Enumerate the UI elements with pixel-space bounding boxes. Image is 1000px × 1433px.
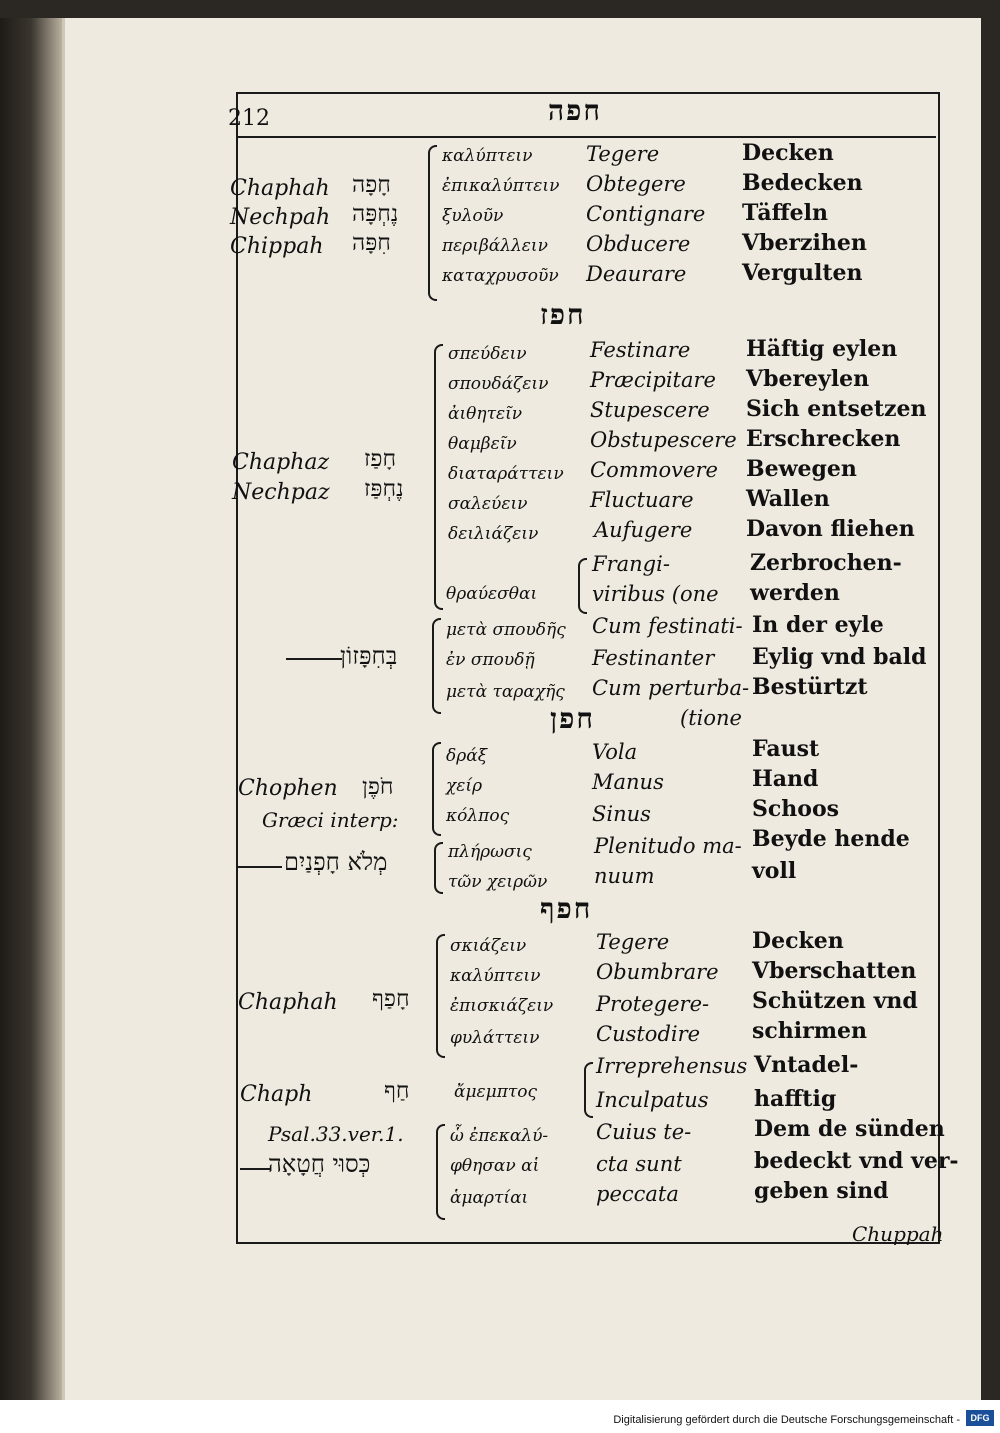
hebrew-word: חָפָה bbox=[352, 172, 391, 198]
greek-term: πλήρωσις bbox=[448, 842, 532, 862]
line-continuation: (tione bbox=[680, 706, 742, 730]
brace bbox=[428, 145, 437, 301]
page-number: 212 bbox=[228, 106, 270, 131]
header-hebrew: חפה bbox=[548, 94, 602, 127]
german-term: Vberzihen bbox=[742, 230, 867, 256]
hebrew-word: חֹפֶן bbox=[362, 774, 394, 800]
german-term: Bedecken bbox=[742, 170, 863, 196]
german-term: Davon fliehen bbox=[746, 516, 915, 542]
greek-term: καταχρυσοῦν bbox=[442, 266, 559, 286]
german-term: Vberschatten bbox=[752, 958, 917, 984]
brace bbox=[578, 558, 587, 614]
german-term: Täffeln bbox=[742, 200, 829, 226]
greek-interpreters-note: Græci interp: bbox=[262, 808, 399, 832]
german-term: Schützen vnd bbox=[752, 988, 918, 1014]
german-term: Hand bbox=[752, 766, 819, 792]
greek-term: δειλιάζειν bbox=[448, 524, 539, 544]
book-gutter bbox=[0, 18, 62, 1400]
german-term: Häftig eylen bbox=[746, 336, 898, 362]
latin-term: Vola bbox=[592, 740, 638, 764]
greek-term: ἐπισκιάζειν bbox=[450, 996, 554, 1016]
latin-term: Protegere- bbox=[596, 992, 710, 1016]
german-term: schirmen bbox=[752, 1018, 867, 1044]
latin-term: Tegere bbox=[586, 142, 660, 166]
section-heading-hebrew: חפז bbox=[540, 298, 586, 331]
german-term: Faust bbox=[752, 736, 820, 762]
name-chaphaz: Chaphaz bbox=[232, 450, 330, 475]
psalm-reference: Psal.33.ver.1. bbox=[268, 1122, 404, 1146]
dfg-logo: DFG bbox=[966, 1410, 994, 1426]
latin-term: Stupescere bbox=[590, 398, 710, 422]
greek-term: φθησαν αἱ bbox=[450, 1156, 540, 1176]
hebrew-word: נֶחְפָּה bbox=[352, 201, 399, 227]
dash-rule bbox=[236, 866, 282, 868]
dash-rule bbox=[240, 1168, 270, 1170]
german-term: werden bbox=[750, 580, 840, 606]
section-heading-hebrew: חפן bbox=[550, 702, 595, 735]
brace bbox=[436, 1124, 445, 1220]
latin-term: Deaurare bbox=[586, 262, 687, 286]
latin-term: Custodire bbox=[596, 1022, 701, 1046]
brace bbox=[434, 344, 443, 610]
greek-term: κόλπος bbox=[446, 806, 510, 826]
name-chaphah: Chaphah bbox=[230, 176, 330, 201]
latin-term: Festinare bbox=[590, 338, 691, 362]
greek-term: διαταράττειν bbox=[448, 464, 564, 484]
brace bbox=[434, 842, 443, 894]
german-term: Decken bbox=[752, 928, 844, 954]
brace bbox=[432, 618, 441, 714]
german-term: Bewegen bbox=[746, 456, 857, 482]
latin-term: Cuius te- bbox=[596, 1120, 692, 1144]
greek-term: ἀιθητεῖν bbox=[448, 404, 523, 424]
greek-term: θαμβεῖν bbox=[448, 434, 517, 454]
latin-term: Cum perturba- bbox=[592, 676, 750, 700]
greek-term: ἁμαρτίαι bbox=[450, 1188, 529, 1208]
greek-term: ἐπικαλύπτειν bbox=[442, 176, 560, 196]
greek-term: φυλάττειν bbox=[450, 1028, 540, 1048]
german-term: Wallen bbox=[746, 486, 830, 512]
hebrew-phrase: מְלֹא חָפְנַיִם bbox=[284, 848, 388, 876]
name-chaphah: Chaphah bbox=[238, 990, 338, 1015]
german-term: geben sind bbox=[754, 1178, 889, 1204]
greek-term: ἄμεμπτος bbox=[454, 1082, 538, 1102]
section-heading-hebrew: חפף bbox=[540, 892, 593, 925]
name-nechpaz: Nechpaz bbox=[232, 480, 330, 505]
footer-credit: Digitalisierung gefördert durch die Deutsche Forschungsgemeinschaft - bbox=[613, 1414, 960, 1426]
hebrew-phrase: כְּסוּי חֲטָאָה bbox=[268, 1150, 371, 1178]
german-term: Beyde hende bbox=[752, 826, 910, 852]
latin-term: Sinus bbox=[592, 802, 651, 826]
german-term: In der eyle bbox=[752, 612, 884, 638]
german-term: Dem de sünden bbox=[754, 1116, 945, 1142]
latin-term: Frangi- bbox=[592, 552, 670, 576]
latin-term: Cum festinati- bbox=[592, 614, 743, 638]
hebrew-word: חִפָּה bbox=[352, 230, 391, 256]
latin-term: Manus bbox=[592, 770, 664, 794]
latin-term: Contignare bbox=[586, 202, 706, 226]
latin-term: Aufugere bbox=[594, 518, 693, 542]
header-rule bbox=[236, 136, 936, 138]
german-term: Vntadel- bbox=[754, 1052, 859, 1078]
german-term: Vbereylen bbox=[746, 366, 870, 392]
latin-term: Obtegere bbox=[586, 172, 686, 196]
greek-term: σκιάζειν bbox=[450, 936, 527, 956]
german-term: voll bbox=[752, 858, 797, 884]
hebrew-word: חַף bbox=[384, 1078, 410, 1104]
german-term: Zerbrochen- bbox=[750, 550, 902, 576]
german-term: Sich entsetzen bbox=[746, 396, 927, 422]
brace bbox=[432, 742, 441, 836]
name-nechpah: Nechpah bbox=[230, 205, 331, 230]
catchword: Chuppah bbox=[852, 1222, 944, 1246]
greek-term: σπουδάζειν bbox=[448, 374, 549, 394]
german-term: Eylig vnd bald bbox=[752, 644, 927, 670]
latin-term: cta sunt bbox=[596, 1152, 682, 1176]
german-term: Erschrecken bbox=[746, 426, 901, 452]
latin-term: Obumbrare bbox=[596, 960, 719, 984]
latin-term: Obstupescere bbox=[590, 428, 737, 452]
brace bbox=[436, 934, 445, 1058]
greek-term: ξυλοῦν bbox=[442, 206, 504, 226]
greek-term: καλύπτειν bbox=[450, 966, 541, 986]
german-term: Decken bbox=[742, 140, 834, 166]
latin-term: Festinanter bbox=[592, 646, 715, 670]
latin-term: Plenitudo ma- bbox=[594, 834, 742, 858]
latin-term: Tegere bbox=[596, 930, 670, 954]
latin-term: Irreprehensus bbox=[596, 1054, 748, 1078]
german-term: bedeckt vnd ver- bbox=[754, 1148, 959, 1174]
german-term: hafftig bbox=[754, 1086, 837, 1112]
greek-term: σαλεύειν bbox=[448, 494, 528, 514]
name-chaph: Chaph bbox=[240, 1082, 313, 1107]
name-chophen: Chophen bbox=[238, 776, 338, 801]
greek-term: περιβάλλειν bbox=[442, 236, 548, 256]
hebrew-word: חָפַז bbox=[364, 446, 397, 472]
brace bbox=[584, 1062, 593, 1118]
name-chippah: Chippah bbox=[230, 234, 324, 259]
latin-term: peccata bbox=[596, 1182, 679, 1206]
latin-term: Obducere bbox=[586, 232, 691, 256]
dash-rule bbox=[286, 658, 342, 660]
latin-term: viribus (one bbox=[592, 582, 719, 606]
greek-term: τῶν χειρῶν bbox=[448, 872, 548, 892]
greek-term: σπεύδειν bbox=[448, 344, 527, 364]
german-term: Schoos bbox=[752, 796, 840, 822]
greek-term: μετὰ ταραχῆς bbox=[446, 682, 565, 702]
greek-term: δράξ bbox=[446, 746, 488, 766]
hebrew-word: נֶחְפַּז bbox=[364, 476, 404, 502]
greek-term: ὧ ἐπεκαλύ- bbox=[450, 1126, 549, 1146]
latin-term: Commovere bbox=[590, 458, 718, 482]
greek-term: ἐν σπουδῇ bbox=[446, 650, 535, 670]
latin-term: Fluctuare bbox=[590, 488, 694, 512]
hebrew-phrase: בְּחִפָּזוֹן bbox=[340, 642, 398, 670]
german-term: Bestürtzt bbox=[752, 674, 868, 700]
latin-term: nuum bbox=[594, 864, 655, 888]
greek-term: μετὰ σπουδῆς bbox=[446, 620, 566, 640]
greek-term: χείρ bbox=[446, 776, 483, 796]
greek-term: καλύπτειν bbox=[442, 146, 533, 166]
latin-term: Præcipitare bbox=[590, 368, 716, 392]
german-term: Vergulten bbox=[742, 260, 863, 286]
hebrew-word: חָפַף bbox=[372, 986, 410, 1012]
greek-term: θραύεσθαι bbox=[446, 584, 538, 604]
latin-term: Inculpatus bbox=[596, 1088, 709, 1112]
